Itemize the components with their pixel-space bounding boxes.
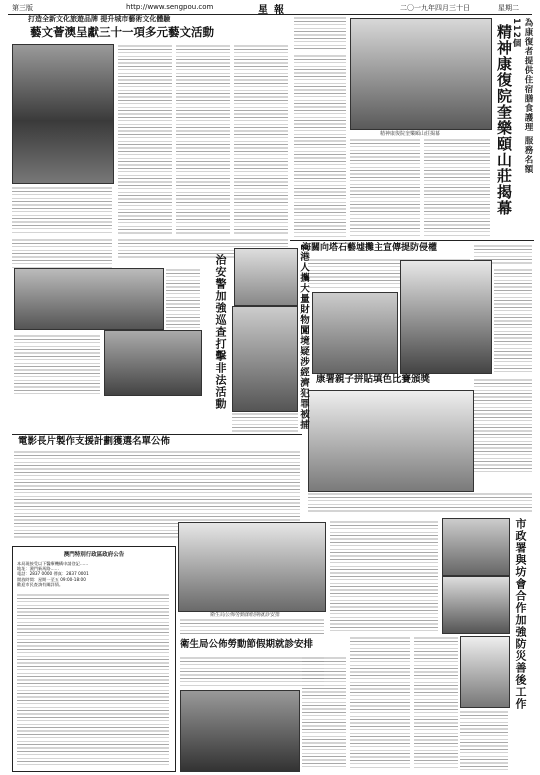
rehab-kicker: 為康復者提供住宿膳食護理 服務名額112個 xyxy=(511,18,533,174)
art-body-1 xyxy=(12,186,112,234)
seized-goods-photo xyxy=(232,306,298,412)
hospital-photo xyxy=(180,690,300,772)
ad-line: 開放時間：星期一至五 09:00-18:00 xyxy=(17,576,86,582)
group-photo xyxy=(178,522,326,612)
art-headline: 藝文薈澳呈獻三十一項多元藝文活動 xyxy=(30,25,214,39)
border-headline: 2港人攜大量財物闖境疑涉經濟犯罪被捕 xyxy=(298,244,309,431)
civic-photo-2 xyxy=(442,576,510,634)
coloring-body-2 xyxy=(308,492,532,514)
ad-line: 地址：澳門新馬路…… xyxy=(17,566,59,572)
ad-title: 澳門特別行政區政府公告 xyxy=(63,552,125,558)
ad-line: 電話：2837 0000 傳真：2837 0001 xyxy=(17,571,89,577)
civic-body-3 xyxy=(414,636,458,770)
government-ad xyxy=(12,546,176,772)
rehab-body-1 xyxy=(294,54,346,238)
health-lead xyxy=(180,618,324,636)
website-url[interactable]: http://www.sengpou.com xyxy=(126,3,214,11)
rehab-lead xyxy=(294,16,346,50)
issue-date: 二〇一九年四月三十日 xyxy=(400,4,470,12)
group-caption: 衛生局公佈勞動節假期就診安排 xyxy=(210,612,281,618)
rehab-headline: 精神康復院奎樂頤山莊揭幕 xyxy=(495,24,513,216)
customs-body-2 xyxy=(494,268,532,372)
stadium-photo xyxy=(14,268,164,330)
art-body-3 xyxy=(176,44,230,234)
police-body xyxy=(232,412,298,434)
masthead xyxy=(8,2,532,15)
art-body-5 xyxy=(12,238,112,268)
page-number: 第三版 xyxy=(12,4,33,12)
art-body-4 xyxy=(234,44,288,234)
coloring-body-1 xyxy=(474,378,532,472)
customs-headline: 海關向塔石藝墟攤主宣傳提防侵權 xyxy=(302,243,438,253)
paper-name: 星報 xyxy=(258,5,290,16)
divider-1 xyxy=(290,240,534,241)
art-body-8 xyxy=(166,268,200,328)
police-headline: 治安警加強巡查打擊非法活動 xyxy=(214,254,227,410)
ceremony-caption: 精神康復院奎樂頤山莊揭幕 xyxy=(380,131,441,137)
art-kicker: 打造全新文化旅遊品牌 提升城市藝術文化體驗 xyxy=(28,15,171,23)
coastline-photo xyxy=(12,44,114,184)
coloring-headline: 康署親子拼貼填色比賽頒獎 xyxy=(316,374,431,385)
ad-line: 本局現接受以下醫療機構申請登記…… xyxy=(17,561,89,566)
bus-photo xyxy=(104,330,202,396)
rehab-body-2 xyxy=(350,138,420,238)
film-headline: 電影長片製作支援計劃獲選名單公佈 xyxy=(18,436,171,447)
customs-photo-1 xyxy=(312,292,398,374)
civic-body-2 xyxy=(350,636,410,770)
ad-body xyxy=(17,593,169,765)
ceremony-photo xyxy=(350,18,492,130)
civic-body-1 xyxy=(330,520,438,632)
police-emblem-photo xyxy=(234,248,298,306)
art-body-2 xyxy=(118,44,172,234)
civic-photo-3 xyxy=(460,636,510,708)
health-body-2 xyxy=(302,656,346,770)
divider-2 xyxy=(12,434,302,435)
civic-body-4 xyxy=(460,710,508,770)
art-body-7 xyxy=(14,334,100,394)
ad-line: 歡迎市民查詢有關詳情。 xyxy=(17,581,64,587)
civic-photo-1 xyxy=(442,518,510,576)
civic-headline: 市政署與坊會合作加強防災善後工作 xyxy=(514,518,527,710)
rehab-body-3 xyxy=(424,138,490,238)
customs-photo-2 xyxy=(400,260,492,374)
health-headline: 衛生局公佈勞動節假期就診安排 xyxy=(180,639,314,650)
issue-weekday: 星期二 xyxy=(498,4,519,12)
award-group-photo xyxy=(308,390,474,492)
